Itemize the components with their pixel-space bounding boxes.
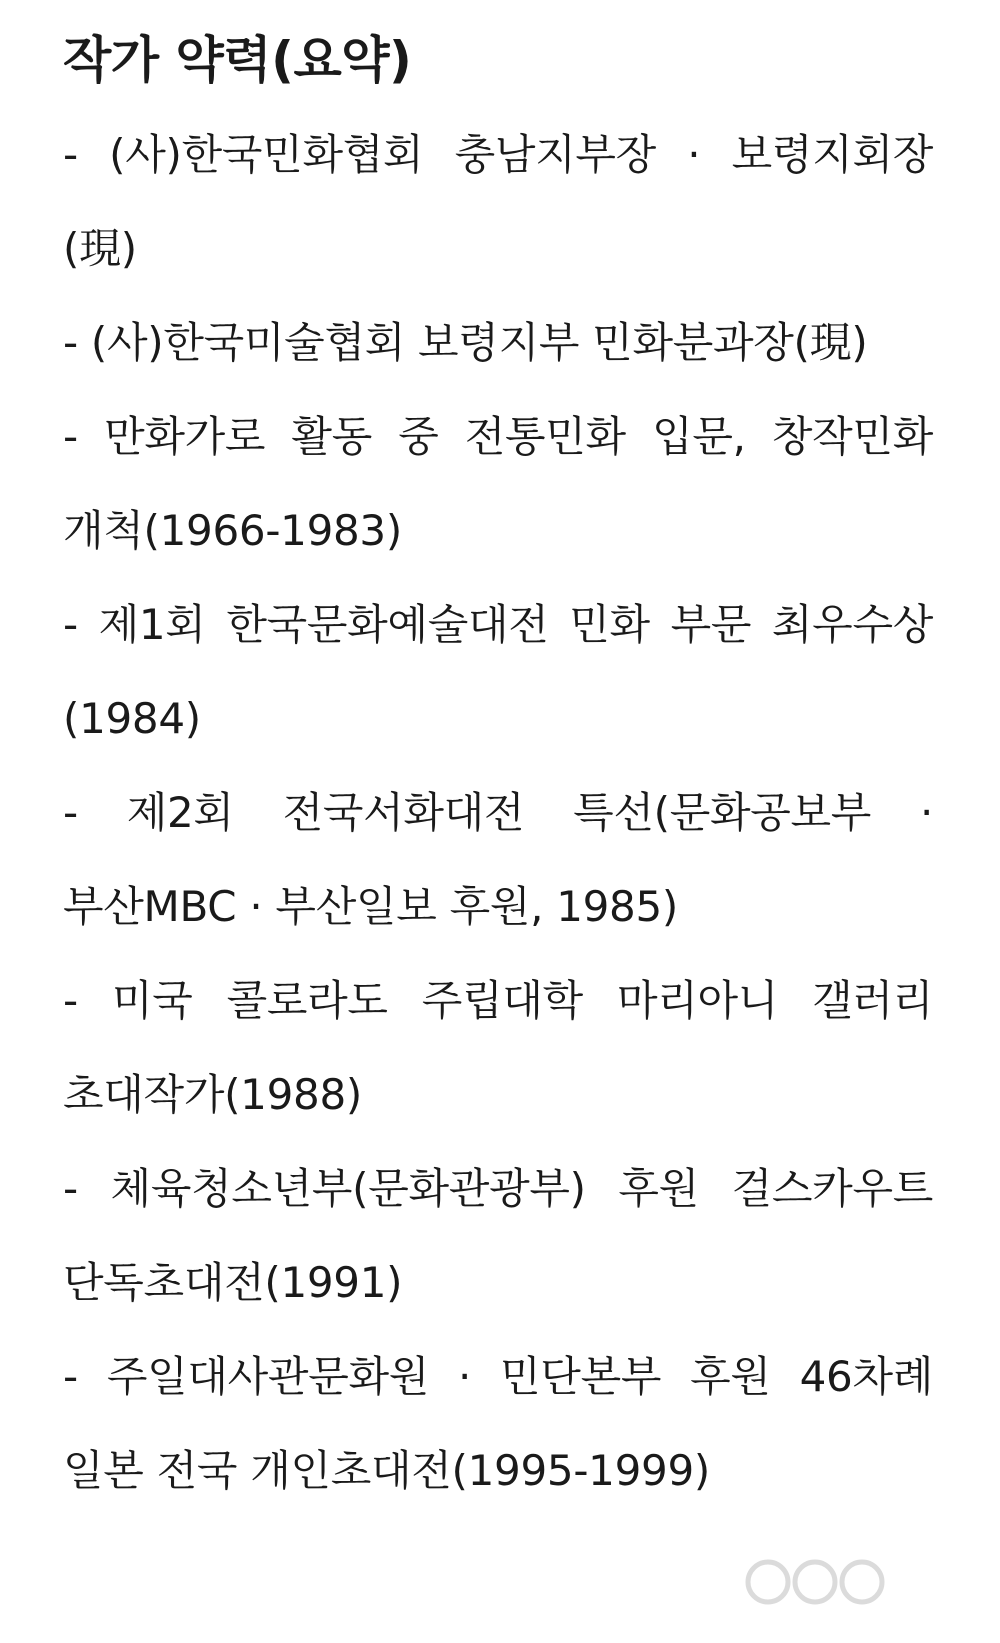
career-entry: - 주일대사관문화원 · 민단본부 후원 46차례 일본 전국 개인초대전(1995-1999) — [63, 1352, 933, 1495]
career-entry: - 제1회 한국문화예술대전 민화 부문 최우수상(1984) — [63, 600, 933, 743]
career-entry: - 미국 콜로라도 주립대학 마리아니 갤러리 초대작가(1988) — [63, 976, 933, 1119]
career-entry: - (사)한국민화협회 충남지부장 · 보령지회장(現) — [63, 130, 933, 273]
article-body — [63, 18, 933, 1518]
career-entry: - 만화가로 활동 중 전통민화 입문, 창작민화 개척(1966-1983) — [63, 412, 933, 555]
section-title: 작가 약력(요약) — [63, 31, 412, 89]
career-entry: - 제2회 전국서화대전 특선(문화공보부 · 부산MBC · 부산일보 후원, 1985) — [63, 788, 933, 931]
career-entry: - (사)한국미술협회 보령지부 민화분과장(現) — [63, 318, 868, 367]
watermark-logo-icon — [740, 1547, 890, 1617]
career-entry: - 체육청소년부(문화관광부) 후원 걸스카우트 단독초대전(1991) — [63, 1164, 933, 1307]
